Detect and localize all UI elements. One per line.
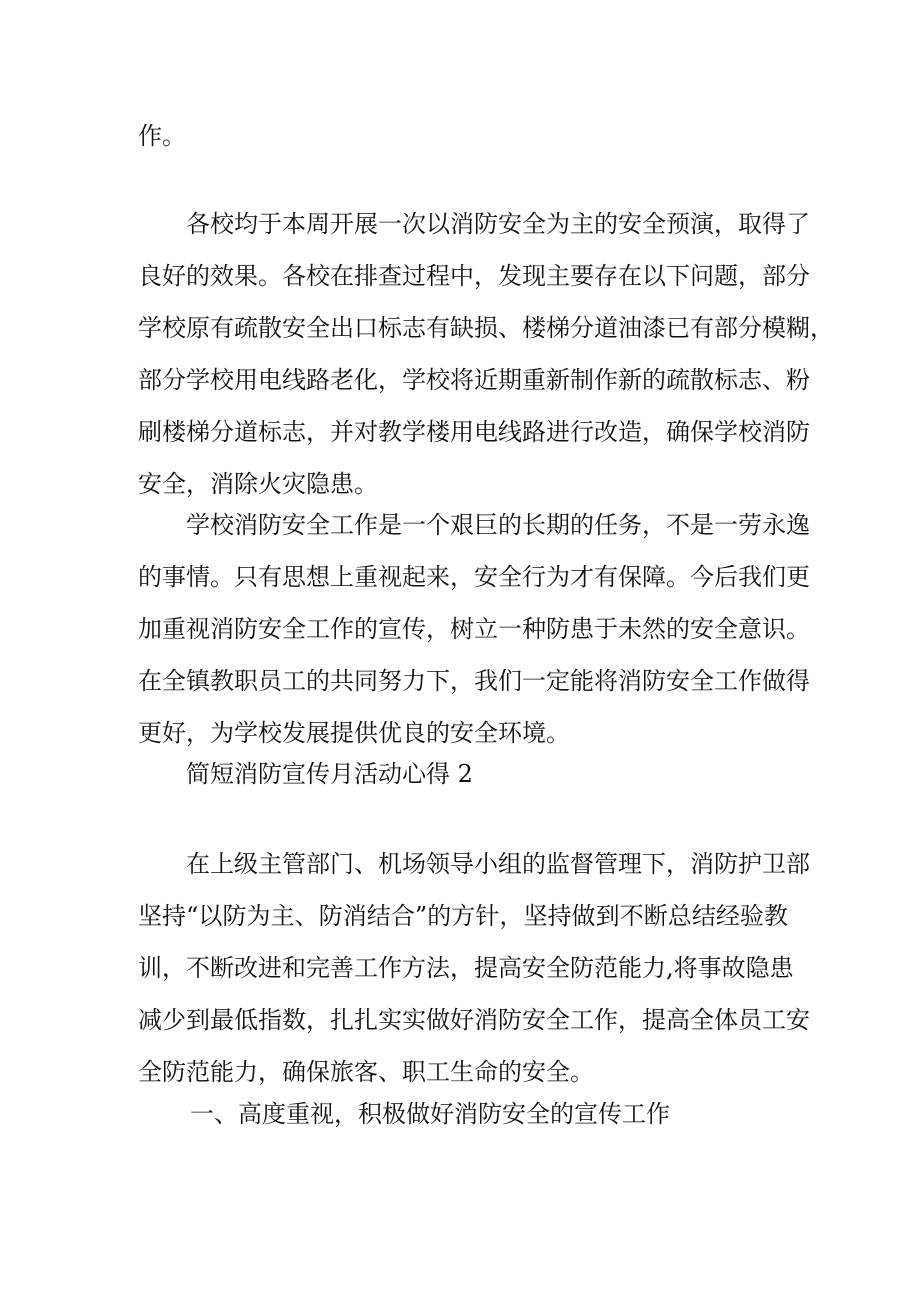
text-line: 一、高度重视，积极做好消防安全的宣传工作 — [190, 1100, 670, 1128]
text-line: 刷楼梯分道标志，并对教学楼用电线路进行改造，确保学校消防 — [138, 418, 810, 446]
text-line: 学校原有疏散安全出口标志有缺损、楼梯分道油漆已有部分模糊， — [138, 314, 834, 342]
paragraph-continuation — [138, 110, 788, 162]
paragraph-airport-fire-dept — [138, 838, 810, 1098]
text-line: 安全，消除火灾隐患。 — [138, 470, 378, 498]
text-line: 简短消防宣传月活动心得 2 — [186, 760, 473, 788]
text-line: 在上级主管部门、机场领导小组的监督管理下，消防护卫部 — [186, 850, 810, 878]
text-line: 坚持“以防为主、防消结合”的方针，坚持做到不断总结经验教 — [138, 902, 788, 930]
section-title — [138, 748, 788, 800]
text-line: 各校均于本周开展一次以消防安全为主的安全预演，取得了 — [186, 210, 810, 238]
text-line: 加重视消防安全工作的宣传，树立一种防患于未然的安全意识。 — [138, 615, 810, 643]
text-line: 学校消防安全工作是一个艰巨的长期的任务，不是一劳永逸 — [186, 511, 810, 539]
subsection-heading — [138, 1088, 788, 1140]
text-line: 减少到最低指数，扎扎实实做好消防安全工作，提高全体员工安 — [138, 1006, 810, 1034]
text-line: 更好，为学校发展提供优良的安全环境。 — [138, 719, 570, 747]
text-line: 部分学校用电线路老化，学校将近期重新制作新的疏散标志、粉 — [138, 366, 810, 394]
text-line: 的事情。只有思想上重视起来，安全行为才有保障。今后我们更 — [138, 563, 810, 591]
text-line: 作。 — [138, 122, 186, 150]
text-line: 良好的效果。各校在排查过程中，发现主要存在以下问题，部分 — [138, 262, 810, 290]
text-line: 训，不断改进和完善工作方法，提高安全防范能力,将事故隐患 — [138, 954, 794, 982]
paragraph-drill-results — [138, 198, 834, 510]
text-line: 全防范能力，确保旅客、职工生命的安全。 — [138, 1058, 594, 1086]
text-line: 在全镇教职员工的共同努力下，我们一定能将消防安全工作做得 — [138, 667, 810, 695]
paragraph-long-term-task — [138, 499, 810, 759]
